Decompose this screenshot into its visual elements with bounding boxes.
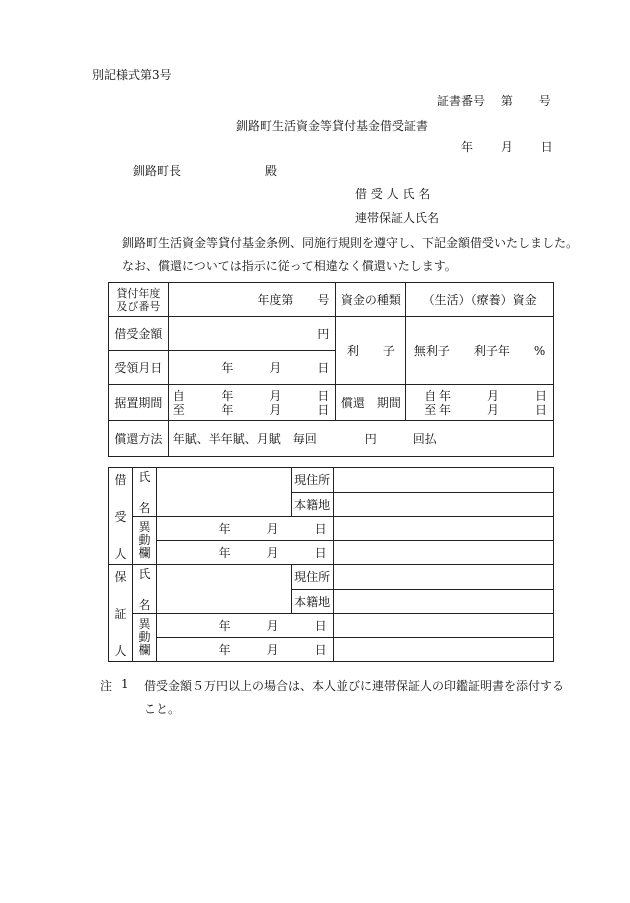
form-number: 別記様式第3号 — [92, 68, 172, 82]
date-year: 年 — [461, 140, 474, 154]
interest-label: 利 子 — [336, 317, 406, 385]
repayment-period-value: 自 年 月 日 至 年 月 日 — [406, 385, 554, 421]
fund-type-value: （生活）（療養）資金 — [406, 283, 554, 317]
borrower-current-address-label: 現住所 — [291, 468, 333, 493]
deferment-period-value: 自 年 月 日 至 年 月 日 — [168, 385, 336, 421]
received-date-label: 受領月日 — [109, 351, 169, 385]
received-date-value: 年 月 日 — [168, 351, 336, 385]
cert-go: 号 — [538, 94, 551, 108]
borrower-name-field — [156, 468, 291, 517]
borrower-change-label: 異 動 欄 — [132, 517, 156, 565]
guarantor-registered-address-field — [333, 589, 553, 614]
document-title: 釧路町生活資金等貸付基金借受証書 — [236, 119, 429, 133]
guarantor-change-label: 異 動 欄 — [132, 614, 156, 662]
borrower-registered-address-field — [333, 492, 553, 517]
borrower-section-label: 借 受 人 — [109, 468, 133, 565]
deferment-period-label: 据置期間 — [109, 385, 169, 421]
fiscal-number-label: 貸付年度 及び番号 — [109, 283, 169, 317]
guarantor-section-label: 保 証 人 — [109, 565, 133, 662]
guarantor-current-address-field — [333, 565, 553, 590]
note-text-line-2: こと。 — [144, 702, 181, 716]
date-month: 月 — [500, 140, 513, 154]
guarantor-change-field-2 — [333, 638, 553, 662]
borrower-name-label: 借 受 人 氏 名 — [355, 187, 431, 201]
borrower-registered-address-label: 本籍地 — [291, 492, 333, 517]
borrower-name-label-cell: 氏 名 — [132, 468, 156, 517]
repayment-method-label: 償還方法 — [109, 421, 169, 457]
loan-amount-unit: 円 — [168, 317, 336, 351]
guarantor-current-address-label: 現住所 — [291, 565, 333, 590]
fund-type-label: 資金の種類 — [336, 283, 406, 317]
note-text-line-1: 借受金額５万円以上の場合は、本人並びに連帯保証人の印鑑証明書を添付する — [144, 679, 565, 693]
document-date — [461, 138, 553, 155]
borrower-change-field-1 — [333, 517, 553, 541]
interest-value: 無利子 利子年 % — [406, 317, 554, 385]
borrower-current-address-field — [333, 468, 553, 493]
repayment-method-value: 年賦、半年賦、月賦 毎回 円 回払 — [168, 421, 553, 457]
fiscal-number-value: 年度第 号 — [168, 283, 336, 317]
statement-line-1: 釧路町生活資金等貸付基金条例、同施行規則を遵守し、下記金額借受いたしました。 — [122, 236, 579, 250]
repayment-period-label: 償還 期間 — [336, 385, 406, 421]
statement-line-2: なお、償還については指示に従って相違なく償還いたします。 — [122, 259, 457, 273]
guarantor-change-date-1: 年 月 日 — [156, 614, 333, 638]
borrower-change-date-1: 年 月 日 — [156, 517, 333, 541]
borrower-change-field-2 — [333, 541, 553, 565]
note-label: 注 — [100, 679, 113, 693]
cert-dai: 第 — [500, 94, 513, 108]
person-table — [108, 467, 554, 662]
guarantor-name-field — [156, 565, 291, 614]
loan-details-table — [108, 282, 554, 457]
addressee-honorific: 殿 — [265, 164, 278, 178]
certificate-number-line — [437, 92, 551, 109]
note-number: 1 — [121, 677, 129, 691]
borrower-change-date-2: 年 月 日 — [156, 541, 333, 565]
guarantor-change-field-1 — [333, 614, 553, 638]
guarantor-name-label-cell: 氏 名 — [132, 565, 156, 614]
guarantor-registered-address-label: 本籍地 — [291, 589, 333, 614]
date-day: 日 — [540, 140, 553, 154]
loan-amount-label: 借受金額 — [109, 317, 169, 351]
guarantor-name-label: 連帯保証人氏名 — [355, 211, 440, 225]
cert-number-label: 証書番号 — [437, 94, 486, 108]
addressee: 釧路町長 — [133, 164, 182, 178]
guarantor-change-date-2: 年 月 日 — [156, 638, 333, 662]
